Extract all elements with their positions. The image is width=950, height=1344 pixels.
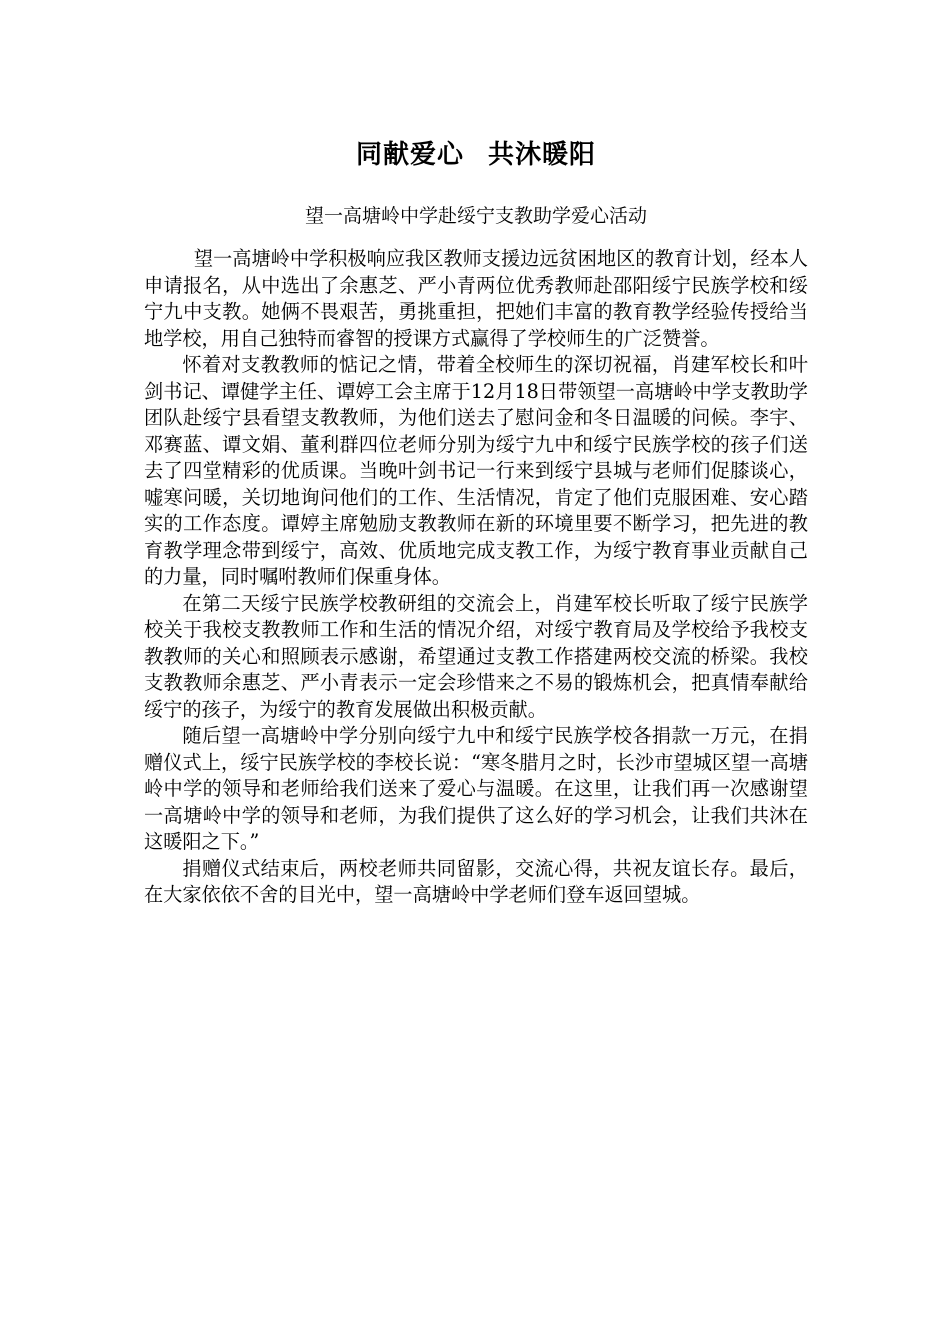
- paragraph: 在第二天绥宁民族学校教研组的交流会上，肖建军校长听取了绥宁民族学校关于我校支教教师工作和生活的情况介绍，对绥宁教育局及学校给予我校支教教师的关心和照顾表示感谢，希望通过支教工作搭建两校交流的桥梁。我校支教教师余惠芝、严小青表示一定会珍惜来之不易的锻炼机会，把真情奉献给绥宁的孩子，为绥宁的教育发展做出积极贡献。: [144, 591, 808, 721]
- document-body: [144, 246, 808, 909]
- paragraph: 怀着对支教教师的惦记之情，带着全校师生的深切祝福，肖建军校长和叶剑书记、谭健学主任、谭婷工会主席于12月18日带领望一高塘岭中学支教助学团队赴绥宁县看望支教教师，为他们送去了慰问金和冬日温暖的问候。李宇、邓赛蓝、谭文娟、董利群四位老师分别为绥宁九中和绥宁民族学校的孩子们送去了四堂精彩的优质课。当晚叶剑书记一行来到绥宁县城与老师们促膝谈心，嘘寒问暖，关切地询问他们的工作、生活情况，肯定了他们克服困难、安心踏实的工作态度。谭婷主席勉励支教教师在新的环境里要不断学习，把先进的教育教学理念带到绥宁，高效、优质地完成支教工作，为绥宁教育事业贡献自己的力量，同时嘱咐教师们保重身体。: [144, 353, 808, 588]
- paragraph: 捐赠仪式结束后，两校老师共同留影，交流心得，共祝友谊长存。最后，在大家依依不舍的目光中，望一高塘岭中学老师们登车返回望城。: [144, 856, 808, 906]
- paragraph: 望一高塘岭中学积极响应我区教师支援边远贫困地区的教育计划，经本人申请报名，从中选出了余惠芝、严小青两位优秀教师赴邵阳绥宁民族学校和绥宁九中支教。她俩不畏艰苦，勇挑重担，把她们丰富的教育教学经验传授给当地学校，用自己独特而睿智的授课方式赢得了学校师生的广泛赞誉。: [144, 247, 808, 350]
- document-page: [144, 120, 808, 909]
- document-subtitle: 望一高塘岭中学赴绥宁支教助学爱心活动: [304, 205, 647, 227]
- document-title: 同献爱心 共沐暖阳: [355, 140, 597, 170]
- paragraph: 随后望一高塘岭中学分别向绥宁九中和绥宁民族学校各捐款一万元，在捐赠仪式上，绥宁民族学校的李校长说：“寒冬腊月之时，长沙市望城区望一高塘岭中学的领导和老师给我们送来了爱心与温暖。在这里，让我们再一次感谢望一高塘岭中学的领导和老师，为我们提供了这么好的学习机会，让我们共沐在这暖阳之下。”: [144, 724, 808, 853]
